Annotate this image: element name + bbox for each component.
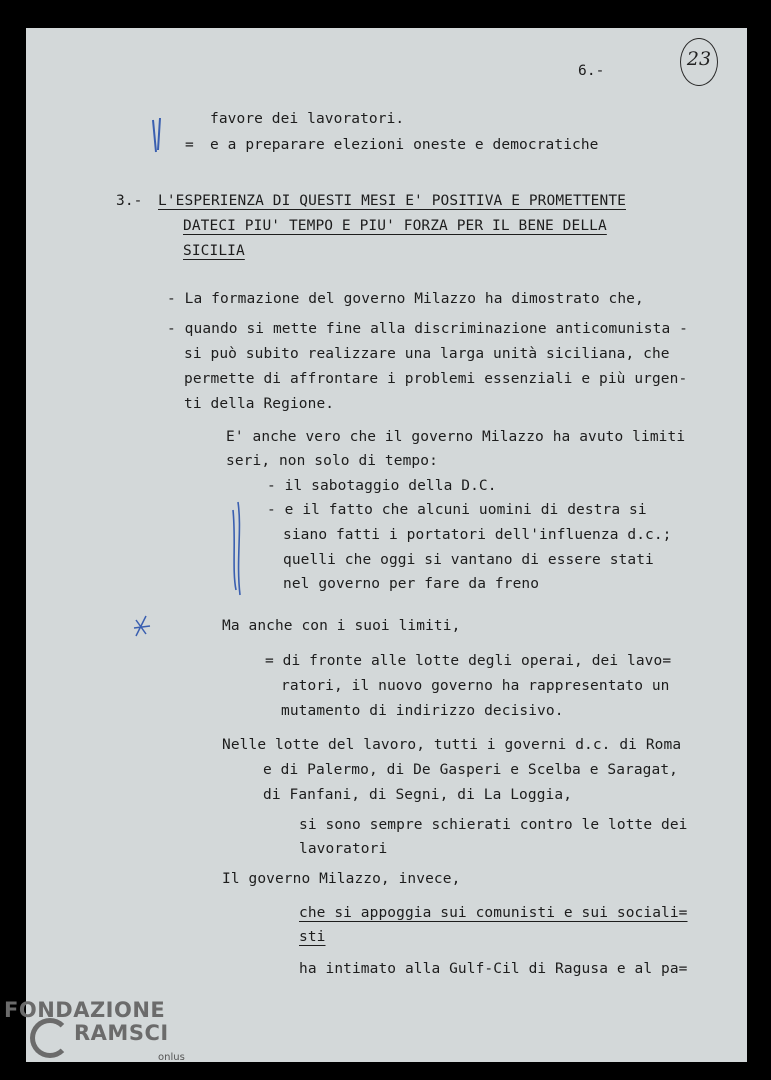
text-line: siano fatti i portatori dell'influenza d.c.; — [283, 527, 672, 543]
text-line: Il governo Milazzo, invece, — [222, 871, 461, 887]
text-line: ti della Regione. — [184, 396, 335, 412]
folio-number: 23 — [686, 48, 712, 70]
section-heading: L'ESPERIENZA DI QUESTI MESI E' POSITIVA E PROMETTENTE — [158, 193, 626, 209]
text-line: ha intimato alla Gulf-Cil di Ragusa e al pa= — [299, 961, 688, 977]
text-line: mutamento di indirizzo decisivo. — [281, 703, 564, 719]
text-line: di Fanfani, di Segni, di La Loggia, — [263, 787, 573, 803]
text-line: seri, non solo di tempo: — [226, 453, 438, 469]
text-line: nel governo per fare da freno — [283, 576, 540, 592]
text-line: si sono sempre schierati contro le lotte dei — [299, 817, 688, 833]
margin-bracket-mark — [233, 502, 240, 595]
page-number: 6.- — [578, 63, 605, 79]
text-line: lavoratori — [299, 841, 388, 857]
watermark-logo-subtext: onlus — [158, 1052, 185, 1063]
watermark-g-mark — [30, 1018, 70, 1058]
text-line: quelli che oggi si vantano di essere stati — [283, 552, 654, 568]
text-line: e a preparare elezioni oneste e democratiche — [210, 137, 599, 153]
text-line: E' anche vero che il governo Milazzo ha avuto limiti — [226, 429, 686, 445]
watermark-logo-text: RAMSCI — [74, 1021, 169, 1045]
text-line: favore dei lavoratori. — [210, 111, 405, 127]
text-line: permette di affrontare i problemi essenziali e più urgen- — [184, 371, 688, 387]
text-line: = di fronte alle lotte degli operai, dei lavo= — [265, 653, 672, 669]
text-line: si può subito realizzare una larga unità siciliana, che — [184, 346, 670, 362]
underlined-text-line: che si appoggia sui comunisti e sui sociali= — [299, 905, 688, 921]
text-line: - La formazione del governo Milazzo ha dimostrato che, — [167, 291, 644, 307]
text-line: - quando si mette fine alla discriminazione anticomunista - — [167, 321, 688, 337]
margin-check-mark — [153, 118, 160, 152]
watermark-logo-text: FONDAZIONE — [4, 998, 166, 1022]
text-line: - il sabotaggio della D.C. — [267, 478, 497, 494]
underlined-text-line: sti — [299, 929, 326, 945]
text-line: - e il fatto che alcuni uomini di destra si — [267, 502, 647, 518]
section-heading: SICILIA — [183, 243, 245, 259]
text-line: Nelle lotte del lavoro, tutti i governi d.c. di Roma — [222, 737, 682, 753]
text-line: ratori, il nuovo governo ha rappresentato un — [281, 678, 670, 694]
section-number: 3.- — [116, 193, 143, 209]
text-line: e di Palermo, di De Gasperi e Scelba e Saragat, — [263, 762, 678, 778]
text-line: = — [185, 137, 194, 153]
text-line: Ma anche con i suoi limiti, — [222, 618, 461, 634]
margin-cross-mark — [134, 616, 150, 636]
section-heading: DATECI PIU' TEMPO E PIU' FORZA PER IL BENE DELLA — [183, 218, 607, 234]
